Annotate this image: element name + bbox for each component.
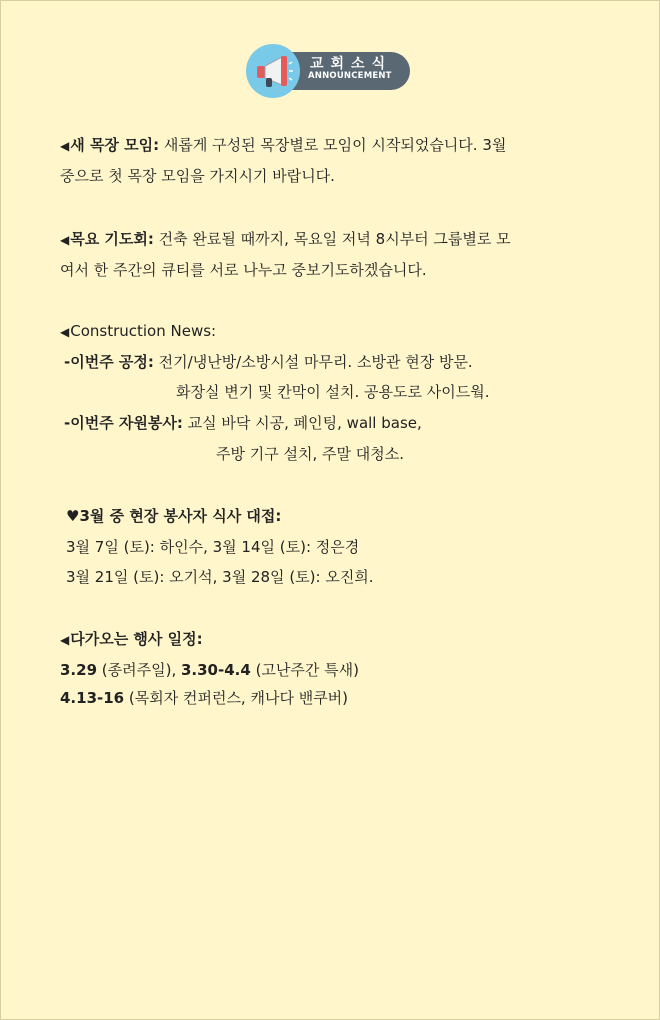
volunteer-line-1 xyxy=(64,413,422,433)
announcement-badge xyxy=(246,44,412,98)
heart-icon: ♥ xyxy=(66,507,80,525)
event-date: 3.30-4.4 xyxy=(180,661,251,679)
left-triangle-icon: ◀ xyxy=(60,633,70,647)
meals-heading: 3월 중 현장 봉사자 식사 대접: xyxy=(79,507,282,525)
event-text: (종려주일), xyxy=(97,661,181,679)
events-line-2 xyxy=(60,688,348,708)
badge-title: 교회소식 xyxy=(310,56,393,72)
construction-heading: Construction News: xyxy=(70,322,217,340)
megaphone-icon xyxy=(254,52,294,90)
volunteer-text-1: 교실 바닥 시공, 페인팅, wall base, xyxy=(182,414,422,432)
events-line-1 xyxy=(60,660,359,680)
cell-group-line-1 xyxy=(60,135,506,156)
volunteer-label: -이번주 자원봉사: xyxy=(64,414,183,432)
events-heading: 다가오는 행사 일정: xyxy=(70,630,203,648)
event-date: 3.29 xyxy=(60,661,98,679)
event-date: 4.13-16 xyxy=(60,689,125,707)
meals-line-1: 3월 7일 (토): 하인수, 3월 14일 (토): 정은경 xyxy=(66,538,360,556)
prayer-heading: 목요 기도회: xyxy=(70,230,154,248)
meals-line-2: 3월 21일 (토): 오기석, 3월 28일 (토): 오진희. xyxy=(66,568,374,586)
event-text: (목회자 컨퍼런스, 캐나다 밴쿠버) xyxy=(124,689,349,707)
process-label: -이번주 공정: xyxy=(64,353,154,371)
volunteer-text-2: 주방 기구 설치, 주말 대청소. xyxy=(216,445,404,463)
events-heading-line xyxy=(60,629,203,650)
prayer-body-2: 여서 한 주간의 큐티를 서로 나누고 중보기도하겠습니다. xyxy=(60,261,427,279)
process-line-1 xyxy=(64,352,473,372)
meals-heading-line xyxy=(66,506,281,526)
cell-group-body-1: 새롭게 구성된 목장별로 모임이 시작되었습니다. 3월 xyxy=(159,136,507,154)
left-triangle-icon: ◀ xyxy=(60,325,70,339)
prayer-body-1: 건축 완료될 때까지, 목요일 저녁 8시부터 그룹별로 모 xyxy=(153,230,511,248)
cell-group-heading: 새 목장 모임: xyxy=(70,136,160,154)
cell-group-body-2: 중으로 첫 목장 모임을 가지시기 바랍니다. xyxy=(60,167,335,185)
left-triangle-icon: ◀ xyxy=(60,139,70,153)
process-text-1: 전기/냉난방/소방시설 마무리. 소방관 현장 방문. xyxy=(153,353,473,371)
badge-subtitle: ANNOUNCEMENT xyxy=(308,71,392,81)
construction-heading-line xyxy=(60,321,216,342)
prayer-line-1 xyxy=(60,229,511,250)
process-text-2: 화장실 변기 및 칸막이 설치. 공용도로 사이드웤. xyxy=(176,383,490,401)
left-triangle-icon: ◀ xyxy=(60,233,70,247)
event-text: (고난주간 특새) xyxy=(250,661,359,679)
